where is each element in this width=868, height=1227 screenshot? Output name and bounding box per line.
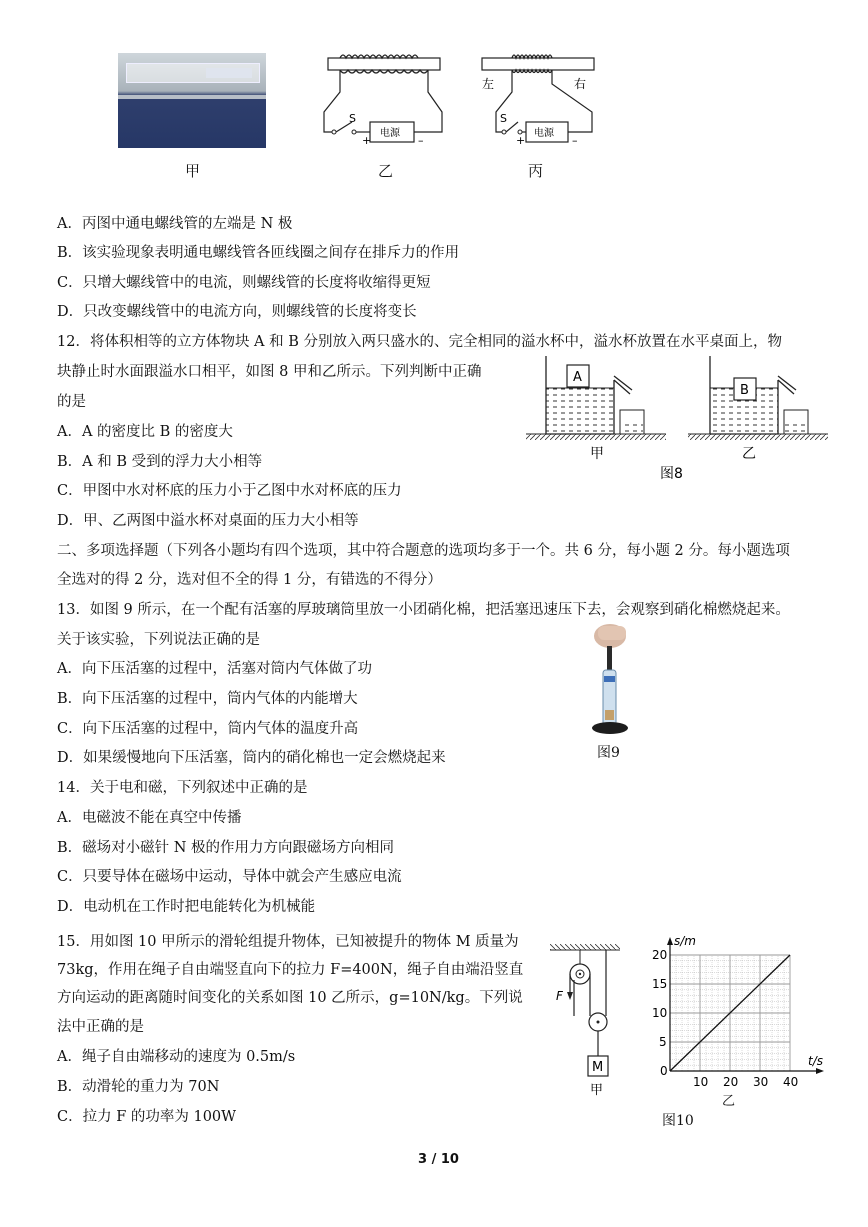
- fig10-st-chart: [640, 930, 830, 1105]
- fig7-bing-switch-label: S: [500, 112, 507, 125]
- fig8-block-a: A: [573, 370, 582, 385]
- fig8-caption-yi: 乙: [742, 446, 756, 462]
- q12-option-a: A．A 的密度比 B 的密度大: [57, 424, 233, 440]
- x-tick-label: 20: [723, 1075, 739, 1089]
- fig10-force-label: F: [556, 989, 563, 1003]
- q12-option-b: B．A 和 B 受到的浮力大小相等: [57, 454, 263, 470]
- y-tick-label: 10: [652, 1006, 668, 1020]
- fig10-mass-label: M: [592, 1060, 604, 1075]
- x-tick-label: 30: [753, 1075, 769, 1089]
- origin-label: 0: [660, 1064, 668, 1078]
- q11-option-a: A．丙图中通电螺线管的左端是 N 极: [57, 216, 293, 232]
- fig7-yi-switch-label: S: [349, 112, 356, 125]
- q12-stem-line3: 的是: [57, 394, 86, 410]
- fig7-circuit-bing: [474, 52, 604, 152]
- q11-option-d: D．只改变螺线管中的电流方向，则螺线管的长度将变长: [57, 304, 417, 320]
- q12-option-c: C．甲图中水对杯底的压力小于乙图中水对杯底的压力: [57, 483, 402, 499]
- q15-stem-line4: 法中正确的是: [57, 1019, 144, 1035]
- x-axis-label: t/s: [808, 1054, 823, 1068]
- q15-stem-line1: 15．用如图 10 甲所示的滑轮组提升物体，已知被提升的物体 M 质量为: [57, 934, 519, 950]
- q13-option-c: C．向下压活塞的过程中，筒内气体的温度升高: [57, 721, 359, 737]
- q14-option-a: A．电磁波不能在真空中传播: [57, 810, 242, 826]
- x-tick-label: 40: [783, 1075, 799, 1089]
- q15-option-b: B．动滑轮的重力为 70N: [57, 1079, 220, 1095]
- q13-stem-line2: 关于该实验，下列说法正确的是: [57, 632, 260, 648]
- q15-option-c: C．拉力 F 的功率为 100W: [57, 1109, 237, 1125]
- q14-stem: 14．关于电和磁，下列叙述中正确的是: [57, 780, 308, 796]
- q12-stem-line2: 块静止时水面跟溢水口相平，如图 8 甲和乙所示。下列判断中正确: [57, 364, 482, 380]
- fig7-photo: [118, 53, 266, 148]
- q14-option-d: D．电动机在工作时把电能转化为机械能: [57, 899, 316, 915]
- fig10-pulley: [540, 944, 630, 1104]
- fig9-piston-photo: [578, 622, 638, 740]
- q14-option-c: C．只要导体在磁场中运动，导体中就会产生感应电流: [57, 869, 402, 885]
- fig7-yi-power-label: 电源: [380, 128, 400, 139]
- y-tick-label: 5: [659, 1035, 667, 1049]
- q11-option-b: B．该实验现象表明通电螺线管各匝线圈之间存在排斥力的作用: [57, 245, 460, 261]
- fig10-caption-jia: 甲: [590, 1083, 604, 1098]
- fig10-title: 图10: [662, 1113, 694, 1129]
- q13-option-b: B．向下压活塞的过程中，筒内气体的内能增大: [57, 691, 358, 707]
- q14-option-b: B．磁场对小磁针 N 极的作用力方向跟磁场方向相同: [57, 840, 395, 856]
- section2-line2: 全选对的得 2 分，选对但不全的得 1 分，有错选的不得分）: [57, 572, 442, 588]
- q12-stem-line1: 12．将体积相等的立方体物块 A 和 B 分别放入两只盛水的、完全相同的溢水杯中，溢水杯放置在水平桌面上，物: [57, 334, 783, 350]
- q11-option-c: C．只增大螺线管中的电流，则螺线管的长度将收缩得更短: [57, 275, 431, 291]
- fig8: [520, 350, 830, 485]
- fig7-caption-jia: 甲: [185, 162, 201, 180]
- fig7-yi-minus: –: [418, 134, 424, 147]
- fig7-caption-bing: 丙: [528, 162, 544, 180]
- y-axis-label: s/m: [674, 934, 696, 948]
- fig7-caption-yi: 乙: [378, 162, 394, 180]
- y-tick-label: 20: [652, 948, 668, 962]
- q15-stem-line3: 方向运动的距离随时间变化的关系如图 10 乙所示，g=10N/kg。下列说: [57, 990, 523, 1006]
- fig10-caption-yi: 乙: [722, 1094, 736, 1109]
- q15-stem-line2: 73kg，作用在绳子自由端竖直向下的拉力 F=400N，绳子自由端沿竖直: [57, 962, 524, 978]
- y-axis-arrow: [667, 937, 673, 945]
- fig8-block-b: B: [740, 383, 749, 398]
- fig9-title: 图9: [597, 745, 620, 761]
- fig7-bing-power-label: 电源: [534, 128, 554, 139]
- section2-line1: 二、多项选择题（下列各小题均有四个选项，其中符合题意的选项均多于一个。共 6 分，每小题 2 分。每小题选项: [57, 543, 790, 559]
- fig7-bing-plus: +: [516, 134, 526, 147]
- fig7-yi-plus: +: [362, 134, 372, 147]
- fig8-caption-jia: 甲: [590, 446, 604, 462]
- q13-stem-line1: 13．如图 9 所示，在一个配有活塞的厚玻璃筒里放一小团硝化棉，把活塞迅速压下去，会观察到硝化棉燃烧起来。: [57, 602, 790, 618]
- page-number: 3 / 10: [418, 1152, 459, 1167]
- q15-option-a: A．绳子自由端移动的速度为 0.5m/s: [57, 1049, 296, 1065]
- q13-option-d: D．如果缓慢地向下压活塞，筒内的硝化棉也一定会燃烧起来: [57, 750, 446, 766]
- fig7-bing-right-label: 右: [574, 77, 587, 91]
- q13-option-a: A．向下压活塞的过程中，活塞对筒内气体做了功: [57, 661, 372, 677]
- fig7-bing-minus: –: [572, 134, 578, 147]
- fig7-bing-left-label: 左: [482, 77, 495, 91]
- y-tick-label: 15: [652, 977, 668, 991]
- fig7-circuit-yi: [318, 52, 448, 152]
- x-axis-arrow: [816, 1068, 824, 1074]
- q12-option-d: D．甲、乙两图中溢水杯对桌面的压力大小相等: [57, 513, 359, 529]
- x-tick-label: 10: [693, 1075, 709, 1089]
- fig8-title: 图8: [660, 466, 683, 482]
